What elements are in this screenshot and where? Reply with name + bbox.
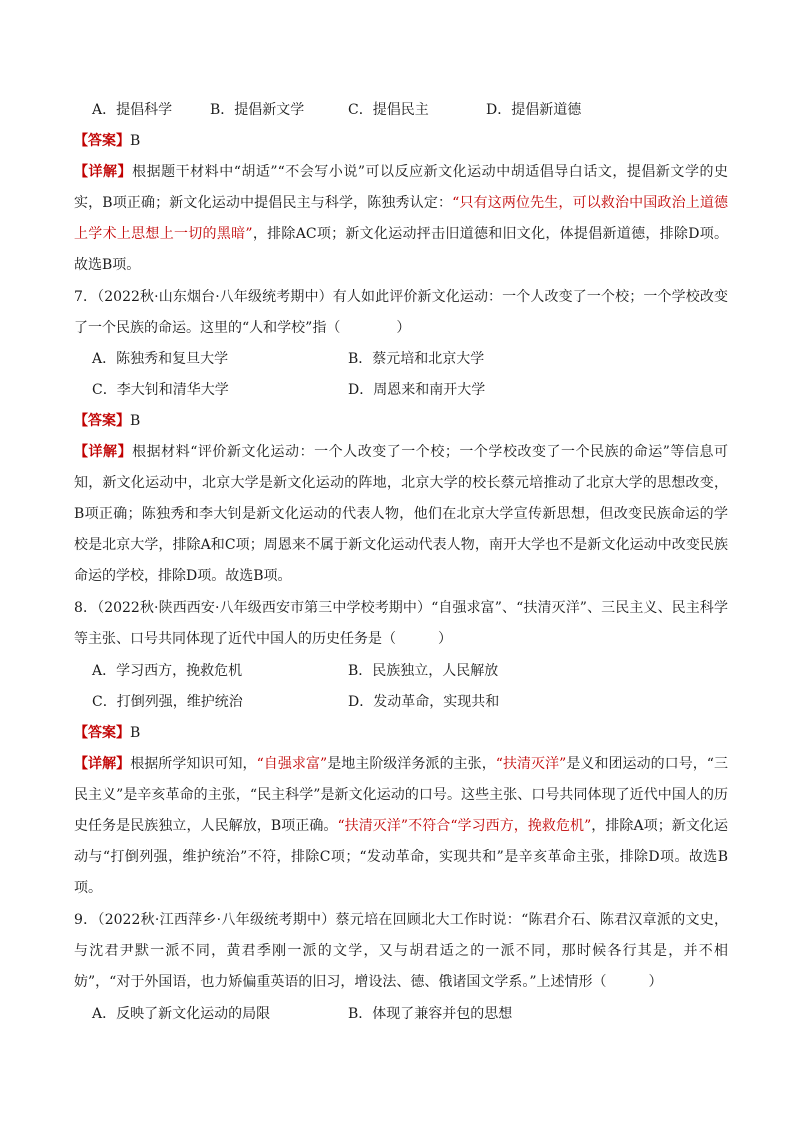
detail-text: “民主科学” xyxy=(249,787,321,803)
answer-value: B xyxy=(130,133,141,149)
detail-text: 是辛亥革命的主张， xyxy=(123,787,250,803)
q7-detail xyxy=(74,437,728,592)
question-stem: 8．（2022秋·陕西西安·八年级西安市第三中学校考期中）“自强求富”、“扶清灭洋”、三民主义、民主科学等主张、口号共同体现了近代中国人的历史任务是（ ） xyxy=(74,600,728,647)
answer-value: B xyxy=(130,725,141,741)
q6-option-b: B．提倡新文学 xyxy=(210,102,305,118)
detail-text: ，排除AC项；新文化运动抨击旧道德和旧文化，体提倡新道德，排除D项。故选B项。 xyxy=(74,226,728,273)
q7-option-b: B．蔡元培和北京大学 xyxy=(348,351,485,367)
answer-tag: 【答案】 xyxy=(74,413,130,429)
q8-detail xyxy=(74,749,728,904)
q9-option-b: B．体现了兼容并包的思想 xyxy=(348,1006,513,1022)
detail-text: 是新文化运动的口号。这些主张、口号共同体现了近代中国人的历史任务是民族独立，人民解放，B项正确。 xyxy=(74,787,728,834)
detail-tag: 【详解】 xyxy=(74,164,133,180)
detail-text: 根据题干材料中“胡适”“不会写小说”可以反应新文化运动中胡适倡导白话文，提倡新文学的史实，B项正确；新文化运动中提倡民主与科学，陈独秀认定： xyxy=(74,164,728,211)
q7-option-c: C．李大钊和清华大学 xyxy=(92,382,229,398)
answer-tag: 【答案】 xyxy=(74,725,130,741)
q6-detail xyxy=(74,157,728,281)
detail-text: ，排除A项；新文化运动与“打倒列强，维护统治”不符，排除C项； xyxy=(74,818,728,865)
q8-option-d: D．发动革命，实现共和 xyxy=(348,694,500,710)
question-stem: 9．（2022秋·江西萍乡·八年级统考期中）蔡元培在回顾北大工作时说：“陈君介石、陈君汉章派的文史，与沈君尹默一派不同，黄君季刚一派的文学，又与胡君适之的一派不同，那时候各行其是，并不相妨”，“对于外国语，也力矫偏重英语的旧习，增设法、德、俄诸国文学系。”上述情形（ ） xyxy=(74,912,728,990)
q8-stem xyxy=(74,593,728,655)
detail-quote: “扶清灭洋”不符合“学习西方，挽救危机” xyxy=(337,818,592,834)
q8-option-b: B．民族独立，人民解放 xyxy=(348,663,499,679)
detail-tag: 【详解】 xyxy=(74,756,131,772)
detail-quote: “只有这两位先生，可以救治中国政治上道德上学术上思想上一切的黑暗” xyxy=(74,195,729,242)
detail-text: 根据所学知识可知， xyxy=(130,756,257,772)
detail-text: 是辛亥革命主张，排除D项。故选B项。 xyxy=(74,849,728,896)
detail-text: 根据材料“评价新文化运动：一个人改变了一个校；一个学校改变了一个民族的命运”等信息可知，新文化运动中，北京大学是新文化运动的阵地，北京大学的校长蔡元培推动了北京大学的思想改变，B项正确；陈独秀和李大钊是新文化运动的代表人物，他们在北京大学宣传新思想，但改变民族命运的学校是北京大学，排除A和C项；周恩来不属于新文化运动代表人物，南开大学也不是新文化运动中改变民族命运的学校，排除D项。故选B项。 xyxy=(74,444,729,584)
detail-text: 是地主阶级洋务派的主张， xyxy=(327,756,496,772)
q6-option-c: C．提倡民主 xyxy=(348,102,429,118)
question-stem: 7．（2022秋·山东烟台·八年级统考期中）有人如此评价新文化运动：一个人改变了一个校；一个学校改变了一个民族的命运。这里的“人和学校”指（ ） xyxy=(74,289,728,336)
q7-answer xyxy=(74,406,140,437)
q7-option-d: D．周恩来和南开大学 xyxy=(348,382,486,398)
answer-value: B xyxy=(130,413,141,429)
q9-option-a: A．反映了新文化运动的局限 xyxy=(92,1006,271,1022)
q6-answer xyxy=(74,126,140,157)
q7-option-a: A．陈独秀和复旦大学 xyxy=(92,351,229,367)
q7-stem xyxy=(74,282,728,344)
answer-tag: 【答案】 xyxy=(74,133,130,149)
detail-quote: “自强求富” xyxy=(256,756,328,772)
q9-stem xyxy=(74,905,728,998)
q8-option-a: A．学习西方，挽救危机 xyxy=(92,663,243,679)
detail-tag: 【详解】 xyxy=(74,444,133,460)
q6-option-d: D．提倡新道德 xyxy=(486,102,582,118)
q8-option-c: C．打倒列强，维护统治 xyxy=(92,694,243,710)
detail-text: “三民主义” xyxy=(74,756,728,803)
detail-text: 是义和团运动的口号， xyxy=(566,756,707,772)
detail-quote: “扶清灭洋” xyxy=(495,756,567,772)
q6-option-a: A．提倡科学 xyxy=(92,102,173,118)
detail-text: “发动革命，实现共和” xyxy=(359,849,504,865)
q8-answer xyxy=(74,718,140,749)
